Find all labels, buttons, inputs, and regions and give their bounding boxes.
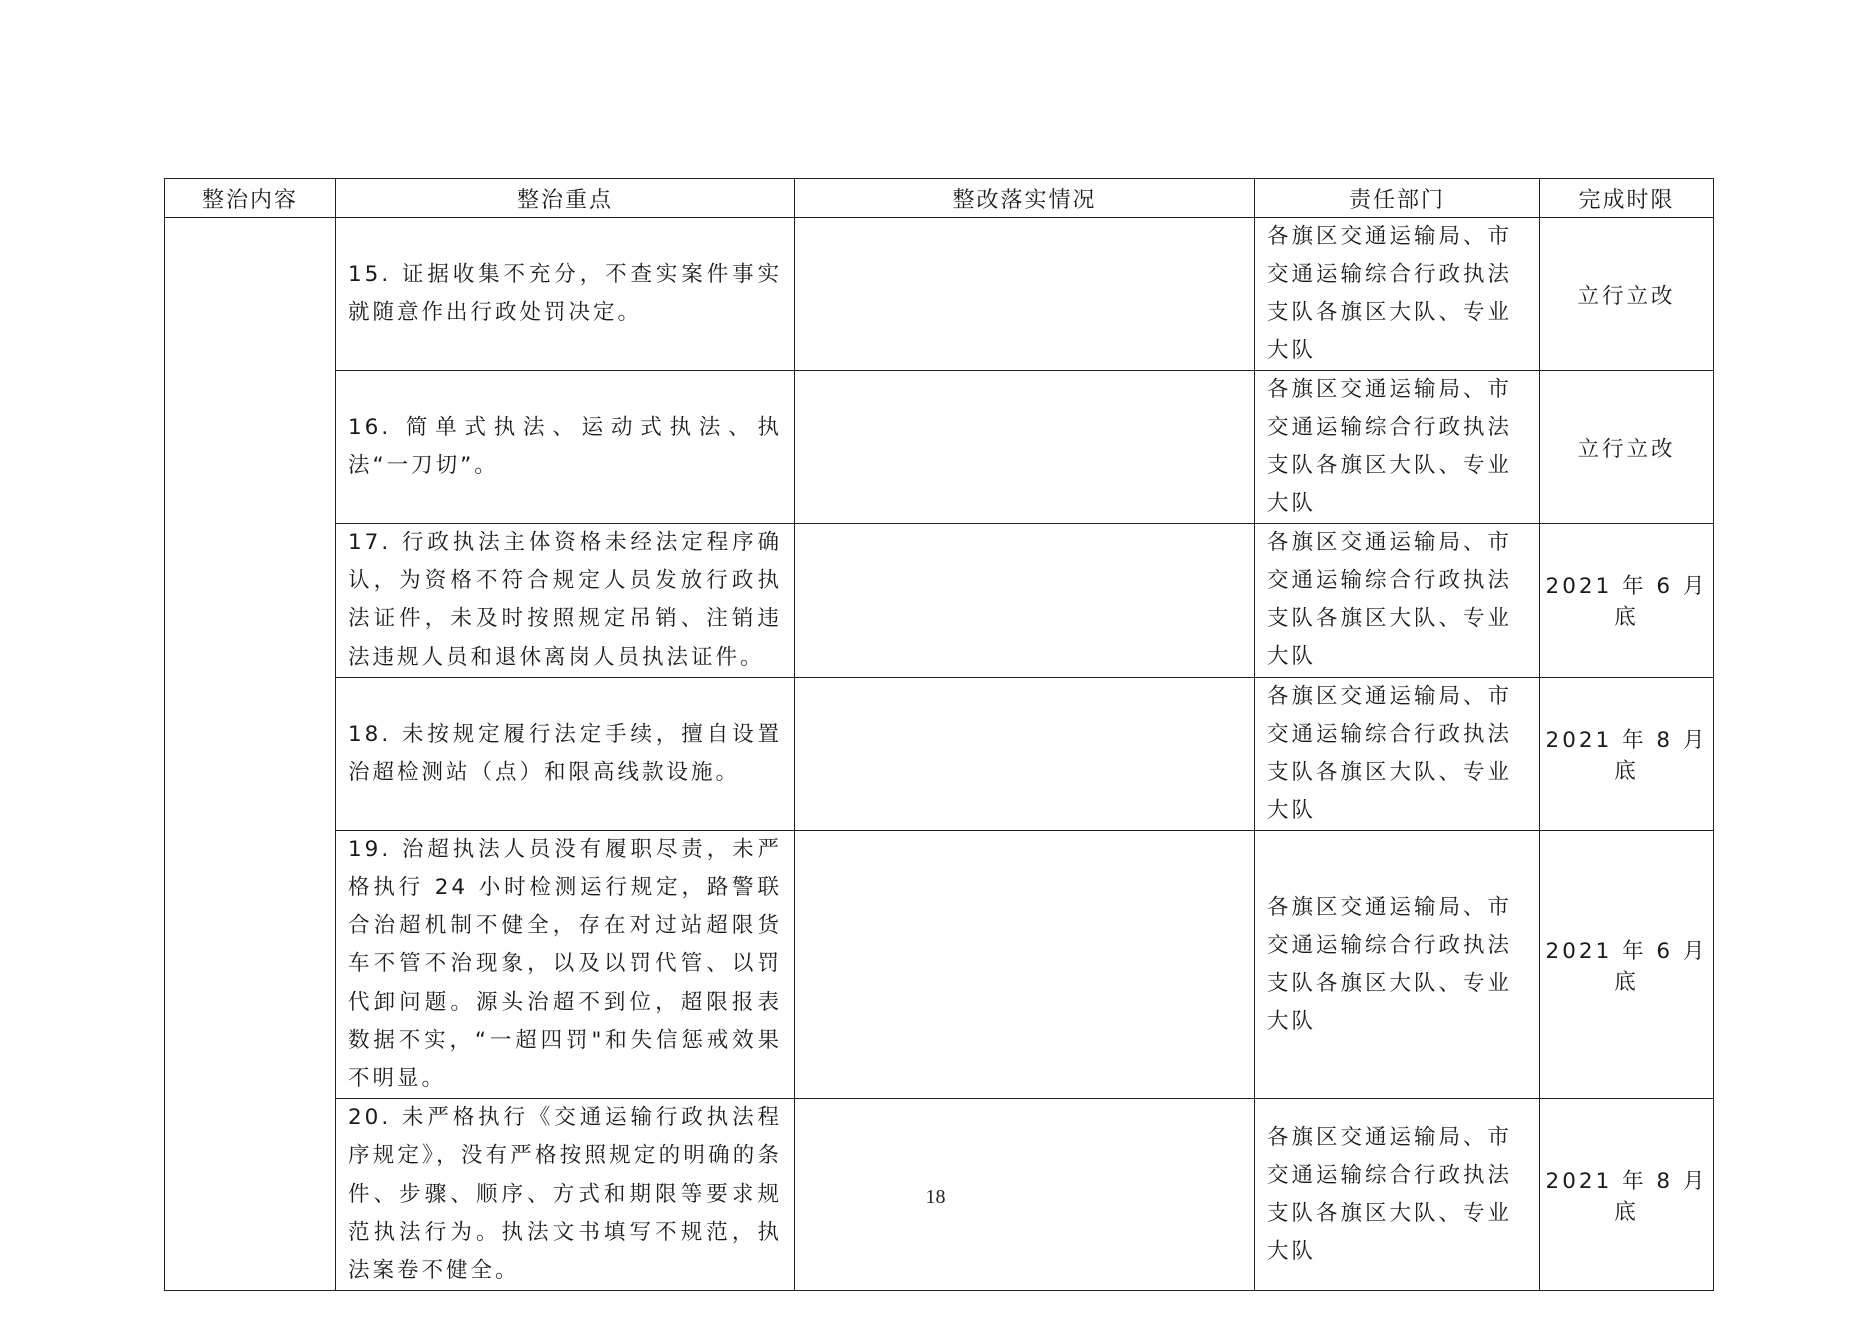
rectification-table: [164, 178, 1714, 1291]
status-cell: [795, 524, 1255, 678]
header-status: 整改落实情况: [795, 179, 1255, 218]
table-header-row: [165, 179, 1714, 218]
header-content: 整治内容: [165, 179, 336, 218]
table-row: [165, 830, 1714, 1098]
dept-cell: 各旗区交通运输局、市交通运输综合行政执法支队各旗区大队、专业大队: [1255, 830, 1540, 1098]
dept-cell: 各旗区交通运输局、市交通运输综合行政执法支队各旗区大队、专业大队: [1255, 677, 1540, 830]
deadline-cell: 立行立改: [1540, 371, 1714, 524]
deadline-cell: 2021 年 6 月底: [1540, 830, 1714, 1098]
status-cell: [795, 218, 1255, 371]
dept-cell: 各旗区交通运输局、市交通运输综合行政执法支队各旗区大队、专业大队: [1255, 524, 1540, 678]
dept-cell: 各旗区交通运输局、市交通运输综合行政执法支队各旗区大队、专业大队: [1255, 218, 1540, 371]
status-cell: [795, 677, 1255, 830]
header-dept: 责任部门: [1255, 179, 1540, 218]
focus-cell: 18. 未按规定履行法定手续，擅自设置治超检测站（点）和限高线款设施。: [336, 677, 795, 830]
deadline-cell: 2021 年 6 月底: [1540, 524, 1714, 678]
status-cell: [795, 371, 1255, 524]
deadline-cell: 2021 年 8 月底: [1540, 1099, 1714, 1291]
focus-cell: 20. 未严格执行《交通运输行政执法程序规定》，没有严格按照规定的明确的条件、步骤、顺序、方式和期限等要求规范执法行为。执法文书填写不规范，执法案卷不健全。: [336, 1099, 795, 1291]
dept-cell: 各旗区交通运输局、市交通运输综合行政执法支队各旗区大队、专业大队: [1255, 1099, 1540, 1291]
focus-cell: 15. 证据收集不充分，不查实案件事实就随意作出行政处罚决定。: [336, 218, 795, 371]
table-row: [165, 677, 1714, 830]
page-number: 18: [925, 1186, 946, 1208]
header-deadline: 完成时限: [1540, 179, 1714, 218]
header-focus: 整治重点: [336, 179, 795, 218]
table-row: [165, 371, 1714, 524]
dept-cell: 各旗区交通运输局、市交通运输综合行政执法支队各旗区大队、专业大队: [1255, 371, 1540, 524]
focus-cell: 19. 治超执法人员没有履职尽责，未严格执行 24 小时检测运行规定，路警联合治超机制不健全，存在对过站超限货车不管不治现象，以及以罚代管、以罚代卸问题。源头治超不到位，超限报表数据不实，“一超四罚"和失信惩戒效果不明显。: [336, 830, 795, 1098]
table-row: [165, 218, 1714, 371]
focus-cell: 17. 行政执法主体资格未经法定程序确认，为资格不符合规定人员发放行政执法证件，未及时按照规定吊销、注销违法违规人员和退休离岗人员执法证件。: [336, 524, 795, 678]
status-cell: [795, 830, 1255, 1098]
deadline-cell: 2021 年 8 月底: [1540, 677, 1714, 830]
deadline-cell: 立行立改: [1540, 218, 1714, 371]
content-cell: [165, 218, 336, 1291]
table-row: [165, 524, 1714, 678]
focus-cell: 16. 简单式执法、运动式执法、执法“一刀切”。: [336, 371, 795, 524]
